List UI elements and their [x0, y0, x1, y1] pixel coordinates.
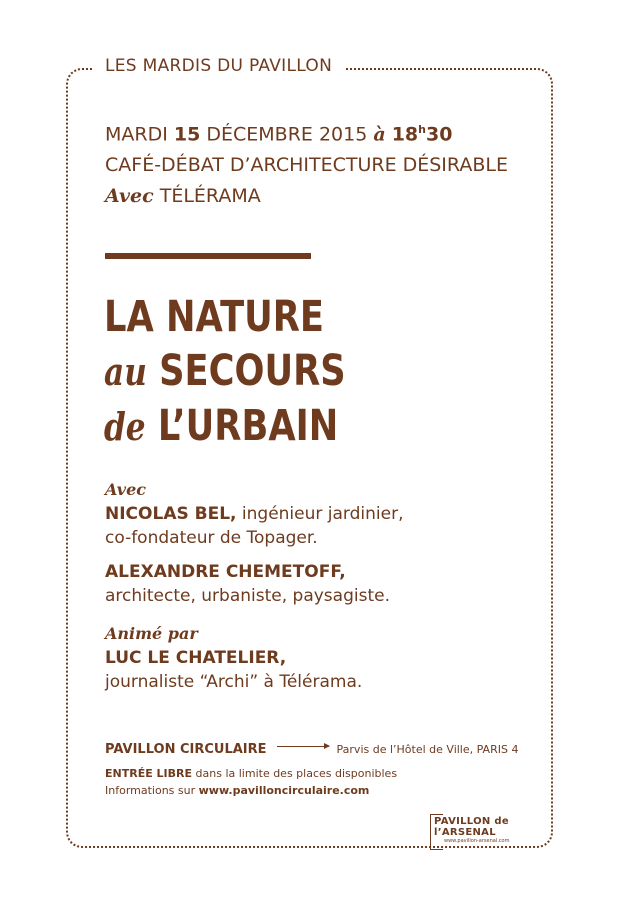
title-line-2: au SECOURS	[104, 346, 346, 396]
practical-info	[105, 765, 397, 799]
guests-section	[105, 478, 403, 704]
title-line-3: de L’URBAIN	[104, 401, 339, 451]
poster-title	[104, 290, 346, 454]
guest-alexandre-chemetoff	[105, 560, 403, 608]
entry-info: ENTRÉE LIBRE dans la limite des places disponibles	[105, 767, 398, 780]
guest-role: architecte, urbaniste, paysagiste.	[105, 586, 390, 606]
guest-nicolas-bel	[105, 502, 403, 550]
event-partner: Avec TÉLÉRAMA	[105, 185, 261, 208]
guests-label: Avec	[105, 480, 146, 499]
venue-address: Parvis de l’Hôtel de Ville, PARIS 4	[336, 743, 519, 756]
event-details	[105, 114, 508, 212]
guest-role: ingénieur jardinier,	[241, 504, 404, 524]
venue-name: PAVILLON CIRCULAIRE	[105, 742, 267, 757]
website-link[interactable]: www.pavilloncirculaire.com	[198, 784, 370, 797]
venue-line	[105, 738, 518, 757]
pavillon-arsenal-logo: PAVILLON de l’ARSENAL www.pavillon-arsenal.com	[430, 814, 514, 846]
host-role: journaliste “Archi” à Télérama.	[105, 672, 363, 692]
guest-name: NICOLAS BEL,	[105, 504, 237, 524]
arrow-right-icon	[277, 746, 329, 747]
series-title: LES MARDIS DU PAVILLON	[93, 56, 344, 76]
host-luc-le-chatelier	[105, 646, 403, 694]
host-name: LUC LE CHATELIER,	[105, 648, 287, 668]
event-date: MARDI 15 DÉCEMBRE 2015 à 18$^h$30	[105, 123, 453, 146]
guest-name: ALEXANDRE CHEMETOFF,	[105, 562, 346, 582]
website-info: Informations sur www.pavilloncirculaire.com	[105, 784, 370, 797]
event-type: CAFÉ-DÉBAT D’ARCHITECTURE DÉSIRABLE	[105, 154, 508, 177]
host-label: Animé par	[105, 624, 198, 643]
logo-bracket	[430, 814, 443, 850]
guest-role-continued: co-fondateur de Topager.	[105, 528, 318, 548]
divider-rule	[105, 253, 311, 259]
title-line-1: LA NATURE	[104, 292, 325, 342]
